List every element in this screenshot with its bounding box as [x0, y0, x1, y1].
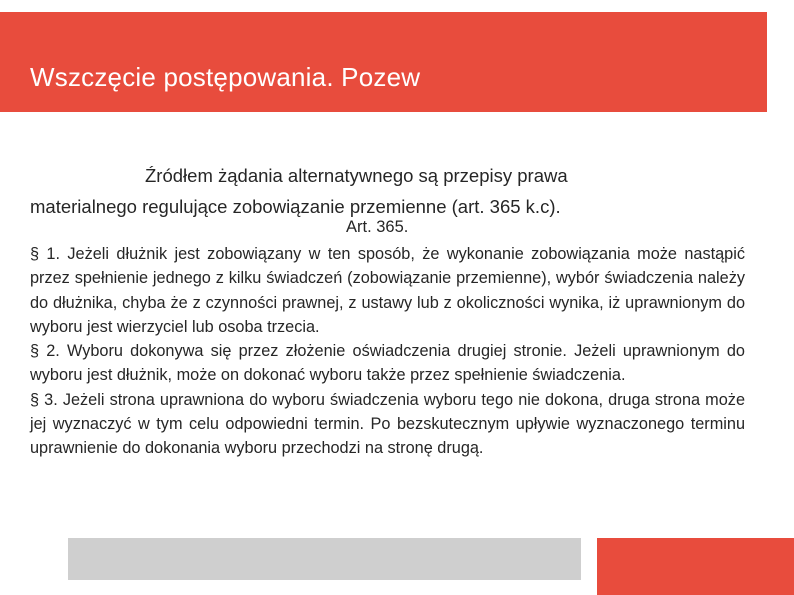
footer-red-block	[597, 538, 794, 595]
intro-line-1	[30, 160, 770, 191]
intro-emphasis: Źródłem żądania alternatywnego	[145, 165, 414, 186]
intro-line-2: materialnego regulujące zobowiązanie przemienne (art. 365 k.c).	[30, 196, 561, 217]
article-paragraph-1: § 1. Jeżeli dłużnik jest zobowiązany w ten sposób, że wykonanie zobowiązania może nastąpić przez spełnienie jednego z kilku świadczeń (zobowiązanie przemienne), wybór świadczenia należy do dłużnika, chyba że z czynności prawnej, z ustawy lub z okoliczności wynika, iż uprawnionym do wyboru jest wierzyciel lub osoba trzecia.	[30, 245, 745, 336]
footer-gray-block	[68, 538, 581, 580]
slide-title: Wszczęcie postępowania. Pozew	[30, 62, 421, 92]
article-heading: Art. 365.	[346, 218, 409, 236]
intro-statement	[30, 160, 770, 222]
intro-line-1-rest: są przepisy prawa	[413, 165, 568, 186]
article-body	[30, 242, 745, 461]
article-paragraph-3: § 3. Jeżeli strona uprawniona do wyboru świadczenia wyboru tego nie dokona, druga strona może jej wyznaczyć w tym celu odpowiedni termin. Po bezskutecznym upływie wyznaczonego terminu uprawnienie do dokonania wyboru przechodzi na stronę drugą.	[30, 390, 745, 458]
article-paragraph-2: § 2. Wyboru dokonywa się przez złożenie oświadczenia drugiej stronie. Jeżeli uprawnionym do wyboru jest dłużnik, może on dokonać wyboru także przez spełnienie świadczenia.	[30, 342, 745, 385]
